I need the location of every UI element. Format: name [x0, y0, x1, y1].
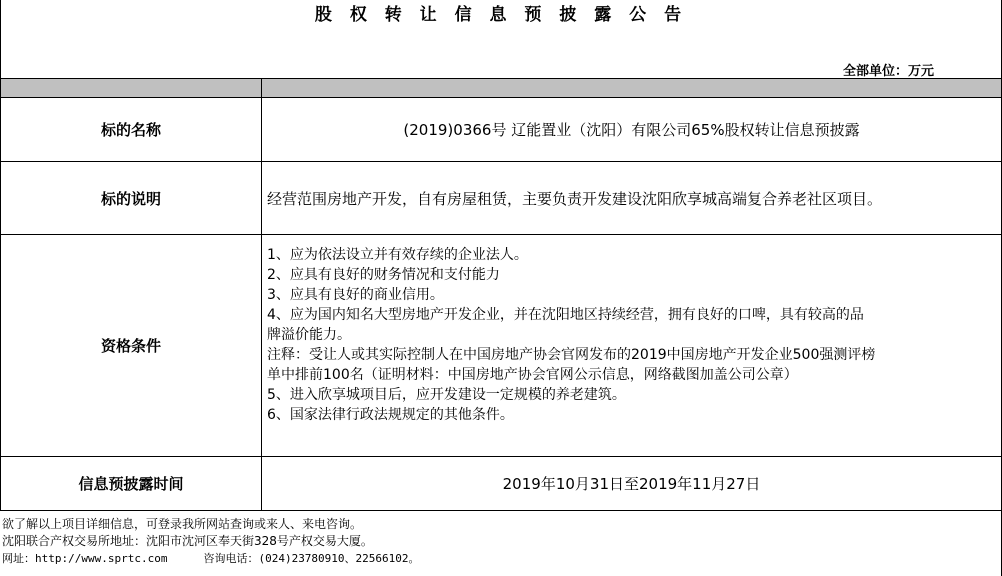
- footer-contact-line: [2, 550, 420, 567]
- qualification-line: 5、进入欣享城项目后，应开发建设一定规模的养老建筑。: [267, 387, 626, 403]
- row-label: 信息预披露时间: [1, 457, 262, 510]
- subject-description-value: 经营范围房地产开发，自有房屋租赁，主要负责开发建设沈阳欣享城高端复合养老社区项目。: [262, 162, 1002, 234]
- table-header-row: [1, 79, 1002, 98]
- qualification-line: 4、应为国内知名大型房地产开发企业，并在沈阳地区持续经营，拥有良好的口啤，具有较高的品: [267, 307, 864, 323]
- footer-address-line: 沈阳联合产权交易所地址：沈阳市沈河区奉天街328号产权交易大厦。: [2, 534, 373, 548]
- row-label: 标的名称: [1, 98, 262, 161]
- page-title: 股 权 转 让 信 息 预 披 露 公 告: [314, 5, 688, 25]
- table-row-qualifications: [1, 235, 1002, 457]
- footer-notes: [2, 516, 420, 567]
- subject-name-value: (2019)0366号 辽能置业（沈阳）有限公司65%股权转让信息预披露: [262, 98, 1002, 161]
- footer-info-line: 欲了解以上项目详细信息，可登录我所网站查询或来人、来电咨询。: [2, 517, 363, 531]
- unit-note: 全部单位：万元: [842, 64, 934, 79]
- qualification-line: 6、国家法律行政法规规定的其他条件。: [267, 407, 514, 423]
- disclosure-period-value: 2019年10月31日至2019年11月27日: [262, 457, 1002, 510]
- table-row-subject-name: [1, 98, 1002, 162]
- qualification-line: 注释：受让人或其实际控制人在中国房地产协会官网发布的2019中国房地产开发企业500强测评榜: [267, 347, 876, 363]
- table-row-subject-description: [1, 162, 1002, 235]
- qualifications-list: [262, 235, 1002, 456]
- qualification-line: 2、应具有良好的财务情况和支付能力: [267, 267, 500, 283]
- phone-text: 咨询电话：(024)23780910、22566102。: [203, 552, 420, 565]
- info-table: [0, 78, 1002, 511]
- row-label: 资格条件: [1, 235, 262, 456]
- header-cell-right: [262, 79, 1002, 97]
- website-link[interactable]: 网址：http://www.sprtc.com: [2, 552, 168, 565]
- qualification-line: 3、应具有良好的商业信用。: [267, 287, 444, 303]
- qualification-line: 牌溢价能力。: [267, 327, 351, 343]
- row-label: 标的说明: [1, 162, 262, 234]
- header-cell-left: [1, 79, 262, 97]
- table-row-disclosure-period: [1, 457, 1002, 511]
- qualification-line: 1、应为依法设立并有效存续的企业法人。: [267, 247, 528, 263]
- qualification-line: 单中排前100名（证明材料：中国房地产协会官网公示信息，网络截图加盖公司公章）: [267, 367, 798, 383]
